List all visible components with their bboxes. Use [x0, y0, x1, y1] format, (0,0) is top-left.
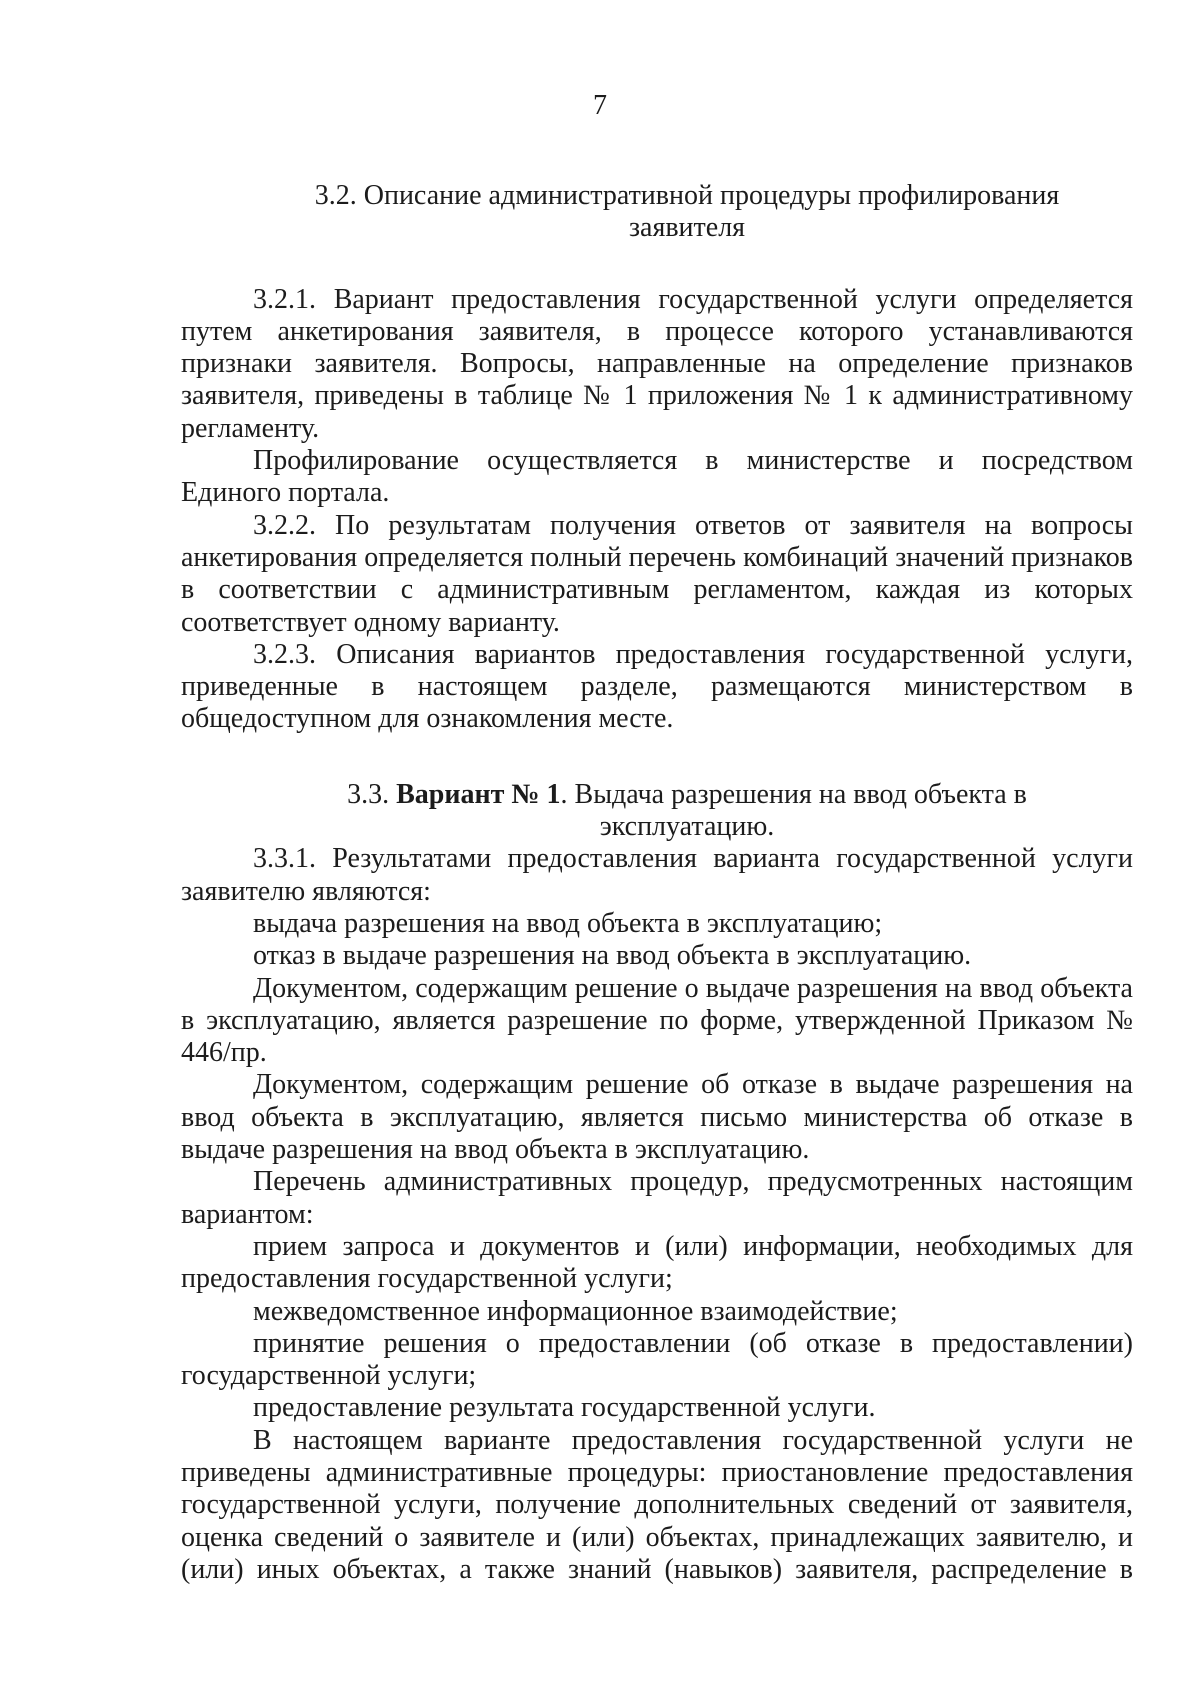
paragraph-3-2-1: 3.2.1. Вариант предоставления государственной услуги определяется путем анкетирования заявителя, в процессе которого устанавливаются признаки заявителя. Вопросы, направленные на определение признаков заявителя, приведены в таблице № 1 приложения № 1 к административному регламенту. — [181, 283, 1133, 444]
paragraph-permit-document: Документом, содержащим решение о выдаче разрешения на ввод объекта в эксплуатацию, является разрешение по форме, утвержденной Приказом № 446/пр. — [181, 972, 1133, 1069]
document-body — [181, 180, 1133, 1586]
section-3-2-title-line1: 3.2. Описание административной процедуры профилирования — [314, 180, 1060, 211]
paragraph-3-3-1: 3.3.1. Результатами предоставления варианта государственной услуги заявителю являются: — [181, 843, 1133, 907]
paragraph-refusal-document: Документом, содержащим решение об отказе в выдаче разрешения на ввод объекта в эксплуатацию, является письмо министерства об отказе в выдаче разрешения на ввод объекта в эксплуатацию. — [181, 1069, 1133, 1166]
section-3-3-title-line2: эксплуатацию. — [599, 811, 775, 843]
procedure-item-decision: принятие решения о предоставлении (об отказе в предоставлении) государственной услуги; — [181, 1327, 1133, 1392]
section-3-2-heading — [181, 180, 1133, 245]
result-item-issue: выдача разрешения на ввод объекта в эксплуатацию; — [253, 907, 883, 939]
procedure-item-request: прием запроса и документов и (или) информации, необходимых для предоставления государственной услуги; — [181, 1230, 1133, 1295]
variant-label: Вариант № 1 — [396, 778, 561, 810]
result-item-refusal: отказ в выдаче разрешения на ввод объекта в эксплуатацию. — [253, 940, 972, 972]
paragraph-3-2-2: 3.2.2. По результатам получения ответов от заявителя на вопросы анкетирования определяется полный перечень комбинаций значений признаков в соответствии с административным регламентом, каждая из которых соответствует одному варианту. — [181, 509, 1133, 638]
paragraph-procedure-list: Перечень административных процедур, предусмотренных настоящим вариантом: — [181, 1166, 1133, 1230]
section-3-3-title-rest: . Выдача разрешения на ввод объекта в — [560, 778, 1027, 810]
paragraph-profiling: Профилирование осуществляется в министерстве и посредством Единого портала. — [181, 445, 1133, 509]
section-3-3-number: 3.3. — [347, 778, 390, 810]
paragraph-3-2-3: 3.2.3. Описания вариантов предоставления государственной услуги, приведенные в настоящем разделе, размещаются министерством в общедоступном для ознакомления месте. — [181, 638, 1133, 735]
page-number: 7 — [593, 90, 607, 121]
procedure-item-interagency: межведомственное информационное взаимодействие; — [253, 1295, 898, 1327]
section-3-3-title-line1 — [241, 779, 1133, 811]
paragraph-excluded-procedures: В настоящем варианте предоставления государственной услуги не приведены административные процедуры: приостановление предоставления государственной услуги, получение дополнительных сведений от заявителя, оценка сведений о заявителе и (или) объектах, принадлежащих заявителю, и (или) иных объектах, а также знаний (навыков) заявителя, распределение в — [181, 1424, 1133, 1585]
section-3-3-heading — [181, 779, 1133, 844]
procedure-item-result: предоставление результата государственной услуги. — [253, 1392, 876, 1424]
section-3-2-title-line2: заявителя — [628, 212, 746, 244]
